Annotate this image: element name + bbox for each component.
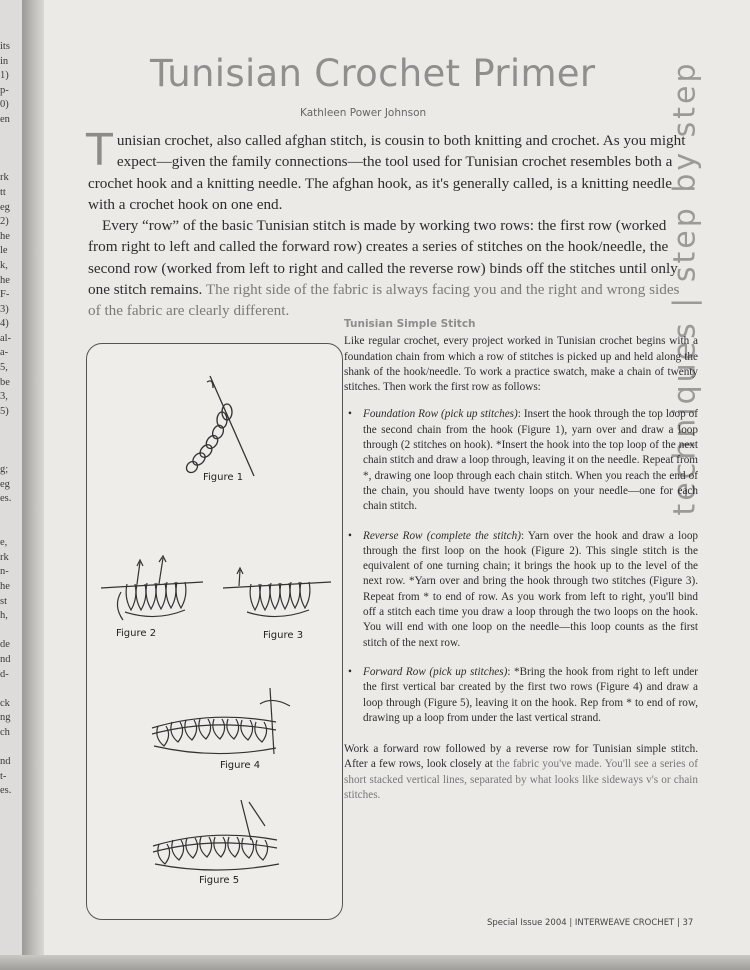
step-text: : Insert the hook through the top loop of the second chain from the hook (Figure 1), yarn over and draw a loop through (2 stitches on hook). *Insert the hook into the top loop of the next chain stitch and draw a loop through, leaving it on the needle. Repeat from *, drawing one loop through each chain stitch. When you reach the end of the chain, you should have twenty loops on your needle—one for each chain stitch. (363, 408, 698, 513)
facing-page-fragment: 2) (0, 216, 9, 228)
step-text: : Yarn over the hook and draw a loop through the first loop on the hook (Figure 2). This single stitch is the equivalent of one turning chain; it brings the hook up to the level of the next row. *Yarn over and bring the hook through two stitches (Figure 3). Repeat from * to end of row. As you work from left to right, you'll bind off a stitch each time you draw a loop through the two loops on the hook. You will end with one loop on the needle—this loop counts as the first stitch of the next row. (363, 529, 699, 649)
figure-3-illustration (219, 556, 334, 632)
facing-page-fragment: en (0, 113, 10, 125)
facing-page-fragment: rk (0, 551, 9, 563)
facing-page-fragment: F- (0, 289, 10, 301)
bullet: • (348, 408, 352, 421)
closing-text: Work a forward row followed by a reverse row for Tunisian simple stitch. After a few rows, look closely at (344, 743, 698, 771)
facing-page-fragment: st (0, 595, 8, 607)
facing-page-fragment (0, 419, 12, 434)
facing-page-fragment: ng (0, 712, 11, 724)
facing-page-fragment: h, (0, 610, 8, 622)
facing-page-fragment: 1) (0, 70, 9, 82)
facing-page-fragment (0, 449, 12, 464)
facing-page-fragment: p- (0, 84, 9, 96)
facing-page-fragment: eg (0, 478, 10, 490)
facing-page-fragment (0, 682, 12, 697)
intro-paragraph-1 (86, 125, 688, 215)
facing-page-fragment: he (0, 230, 10, 242)
section-subheading: Tunisian Simple Stitch (344, 318, 476, 330)
facing-page-fragment: he (0, 274, 10, 286)
facing-page-fragment: in (0, 55, 9, 67)
figure-3-label: Figure 3 (263, 630, 304, 641)
drop-cap: T (86, 125, 113, 176)
facing-page-fragment: g; (0, 464, 9, 476)
intro-text (86, 125, 688, 322)
facing-page-fragment: 0) (0, 99, 9, 111)
facing-page-fragment (0, 142, 12, 157)
facing-page-fragment (0, 741, 12, 756)
intro-p1-text: unisian crochet, also called afghan stitch, is cousin to both knitting and crochet. As you might expect—given the family connections—the tool used for Tunisian crochet resembles both a crochet hook and a knitting needle. The afghan hook, as it's generally called, is a knitting needle with a crochet hook on one end. (88, 132, 686, 213)
facing-page-fragment: de (0, 639, 10, 651)
facing-page-fragment: ch (0, 726, 10, 738)
figure-1-illustration (182, 372, 262, 484)
facing-page-fragment (0, 128, 12, 143)
figure-panel (86, 343, 343, 920)
intro-p2-text-light: The right side of the fabric is always facing you and the right and wrong sides of the fabric are clearly different. (88, 281, 680, 320)
figure-4-label: Figure 4 (220, 760, 261, 771)
facing-page-fragment: n- (0, 566, 9, 578)
intro-paragraph-2 (88, 215, 688, 321)
facing-page-fragment: t- (0, 770, 7, 782)
figure-5-label: Figure 5 (199, 875, 240, 886)
facing-page-text (0, 40, 12, 799)
facing-page-fragment (0, 522, 12, 537)
step-forward-row (344, 665, 698, 726)
facing-page-fragment (0, 507, 12, 522)
bullet: • (348, 529, 352, 542)
figure-2-label: Figure 2 (116, 628, 157, 639)
figure-1-label: Figure 1 (203, 472, 244, 483)
intro-p2-text: Every “row” of the basic Tunisian stitch is made by working two rows: the first row (worked from right to left and called the forward row) creates a series of stitches on the hook/needle, the second row (worked from left to right and called the reverse row) binds off the stitches until only one stitch remains. (88, 217, 678, 299)
facing-page-fragment: al- (0, 332, 12, 344)
lead-paragraph: Like regular crochet, every project worked in Tunisian crochet begins with a foundation chain from which a row of stitches is picked up and held along the shank of the hook/needle. To work a practice swatch, make a chain of twenty stitches. Then work the first row as follows: (344, 335, 698, 394)
facing-page-fragment: eg (0, 201, 10, 213)
facing-page-fragment: es. (0, 785, 12, 797)
steps-list (344, 407, 698, 726)
facing-page-fragment: a- (0, 347, 9, 359)
bullet: • (348, 665, 352, 678)
facing-page-fragment: e, (0, 537, 8, 549)
facing-page-fragment: 5) (0, 405, 9, 417)
step-foundation-row (344, 407, 698, 514)
facing-page-fragment: be (0, 376, 10, 388)
facing-page-fragment: 3) (0, 303, 9, 315)
author-byline: Kathleen Power Johnson (300, 107, 427, 119)
step-label: Foundation Row (pick up stitches) (363, 408, 518, 421)
facing-page-fragment: its (0, 41, 10, 52)
step-label: Reverse Row (complete the stitch) (363, 529, 521, 542)
facing-page-fragment: es. (0, 493, 12, 505)
figure-2-illustration (97, 552, 207, 632)
closing-paragraph (344, 742, 698, 803)
article-title: Tunisian Crochet Primer (150, 52, 596, 95)
facing-page-fragment (0, 157, 12, 172)
facing-page-fragment: rk (0, 172, 9, 184)
figure-5-illustration (147, 796, 307, 878)
closing-text-light: the fabric you've made. You'll see a series of short stacked vertical lines, separated by what looks like sideways v's or chain stitches. (344, 758, 698, 802)
facing-page-fragment: 3, (0, 391, 8, 403)
facing-page-fragment: le (0, 245, 8, 257)
section-tab-label: techniques | step by step (667, 60, 703, 516)
facing-page-fragment: tt (0, 186, 6, 198)
step-reverse-row (344, 529, 698, 651)
facing-page-fragment: d- (0, 668, 9, 680)
facing-page-fragment: nd (0, 653, 11, 665)
facing-page-fragment: 4) (0, 318, 9, 330)
facing-page-fragment: ck (0, 697, 10, 709)
facing-page-fragment: nd (0, 756, 11, 768)
facing-page-fragment (0, 434, 12, 449)
facing-page-fragment (0, 624, 12, 639)
figure-4-illustration (142, 684, 302, 764)
instructions-column (344, 317, 698, 803)
page-bottom-edge (0, 955, 750, 970)
page-footer: Special Issue 2004 | INTERWEAVE CROCHET | 37 (487, 918, 694, 928)
facing-page-fragment: he (0, 580, 10, 592)
facing-page-fragment: k, (0, 259, 8, 271)
step-label: Forward Row (pick up stitches) (363, 665, 508, 678)
facing-page-fragment: 5, (0, 362, 8, 374)
step-text: : *Bring the hook from right to left under the first vertical bar created by the first two rows (Figure 4) and draw a loop through (Figure 5), leaving it on the hook. Rep from * to end of row, drawing up a loop from under the last vertical strand. (363, 665, 698, 724)
